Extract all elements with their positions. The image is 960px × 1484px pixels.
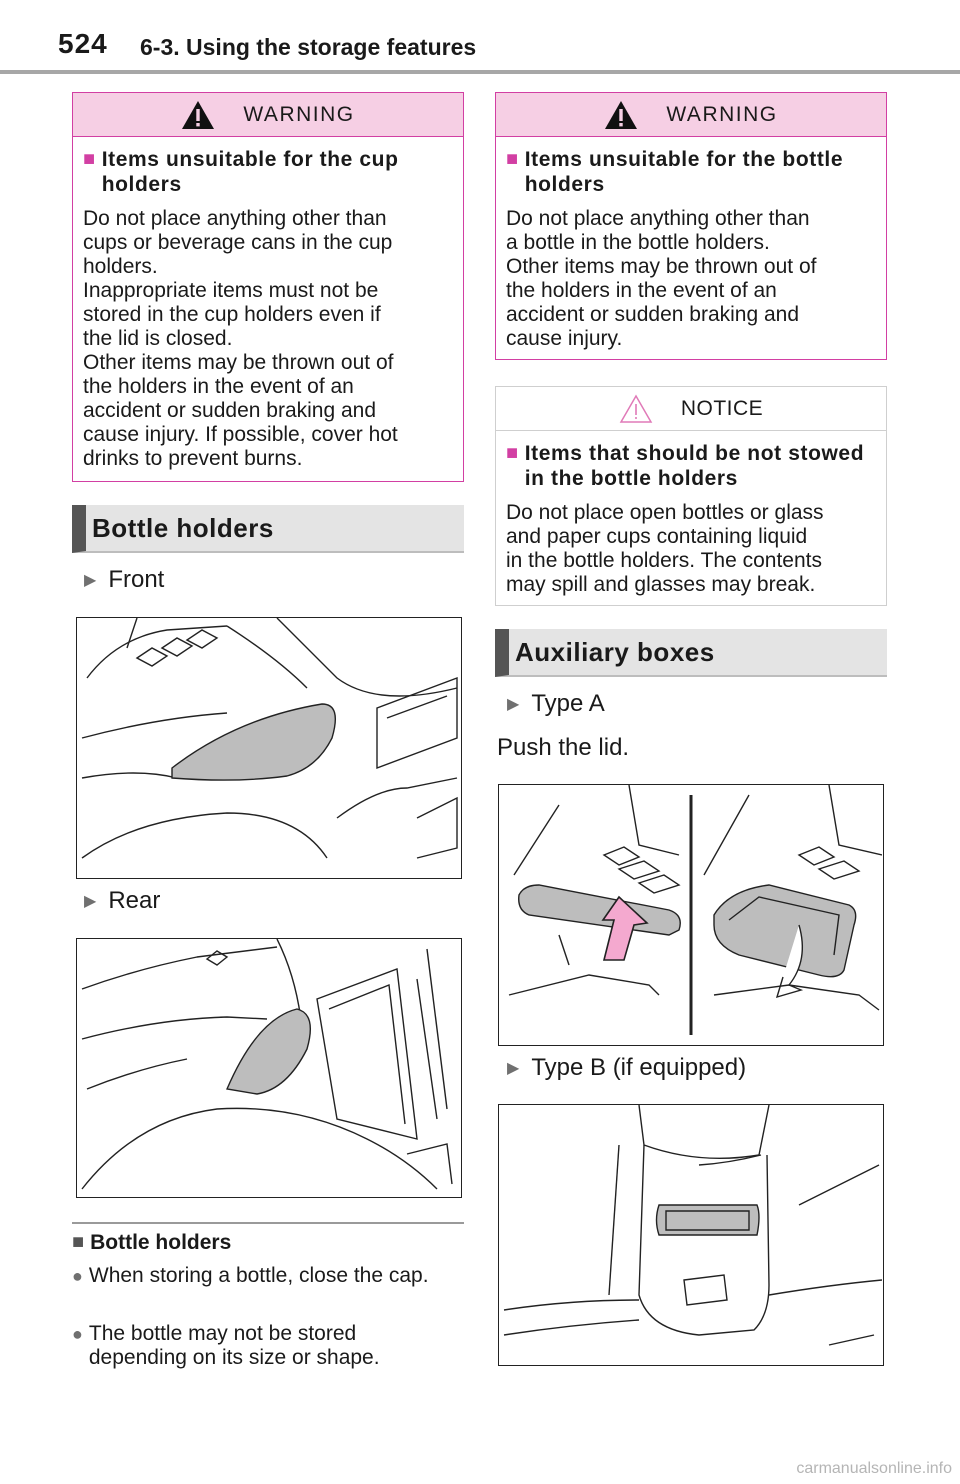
rear-caption <box>84 887 160 915</box>
warning-label: WARNING <box>243 102 355 126</box>
warning-subtitle: Items unsuitable for the bottle holders <box>524 148 844 196</box>
bottle-holder-warning-box <box>495 92 887 360</box>
warning-label: WARNING <box>666 102 778 126</box>
note-bullet-text: When storing a bottle, close the cap. <box>88 1264 429 1287</box>
notice-box <box>495 386 887 606</box>
type-a-caption <box>507 690 605 718</box>
note-bullet <box>72 1322 452 1370</box>
section-divider <box>72 1222 464 1224</box>
square-bullet-icon: ■ <box>83 148 96 170</box>
triangle-right-icon: ▶ <box>84 893 97 910</box>
rear-label: Rear <box>108 887 161 914</box>
bottle-holders-banner: Bottle holders <box>72 505 464 553</box>
notice-label: NOTICE <box>680 396 764 420</box>
notice-header <box>496 387 886 431</box>
square-bullet-icon: ■ <box>506 148 519 170</box>
notice-text: Do not place open bottles or glass and paper cups containing liquid in the bottle holders. The contents may spill and glasses may break. <box>506 501 824 596</box>
cup-holder-warning-box <box>72 92 464 482</box>
type-b-auxiliary-box-figure <box>498 1104 884 1366</box>
auxiliary-boxes-banner: Auxiliary boxes <box>495 629 887 677</box>
bottle-holders-note-title <box>72 1230 231 1255</box>
warning-triangle-icon <box>181 100 215 130</box>
type-b-label: Type B (if equipped) <box>531 1054 747 1081</box>
warning-text: Do not place anything other than cups or beverage cans in the cup holders. Inappropriate items must not be stored in the cup holders even if the lid is closed. Other items may be thrown out of the holders in the event of an accident or sudden braking and cause injury. If possible, cover hot drinks to prevent burns. <box>83 207 398 470</box>
notice-triangle-icon <box>619 394 653 424</box>
page-number: 524 <box>58 28 108 59</box>
warning-header <box>73 93 463 137</box>
page-header <box>0 0 960 78</box>
type-b-caption <box>507 1054 746 1082</box>
watermark: carmanualsonline.info <box>796 1460 952 1477</box>
push-lid-instruction: Push the lid. <box>497 734 630 761</box>
square-bullet-icon: ■ <box>506 442 519 464</box>
circle-bullet-icon: ● <box>72 1266 83 1286</box>
header-rule <box>0 70 960 74</box>
triangle-right-icon: ▶ <box>84 572 97 589</box>
warning-text: Do not place anything other than a bottle in the bottle holders. Other items may be thrown out of the holders in the event of an accident or sudden braking and cause injury. <box>506 207 817 350</box>
warning-triangle-icon <box>604 100 638 130</box>
type-a-auxiliary-box-figure <box>498 784 884 1046</box>
note-bullet-text: The bottle may not be stored depending on its size or shape. <box>88 1322 380 1369</box>
type-a-label: Type A <box>531 690 605 717</box>
front-label: Front <box>108 566 165 593</box>
front-caption <box>84 566 164 594</box>
square-bullet-icon: ■ <box>72 1231 85 1253</box>
circle-bullet-icon: ● <box>72 1324 83 1344</box>
warning-subtitle: Items unsuitable for the cup holders <box>101 148 399 196</box>
notice-subtitle: Items that should be not stowed in the bottle holders <box>524 442 865 490</box>
triangle-right-icon: ▶ <box>507 1060 520 1077</box>
note-bullet <box>72 1264 452 1288</box>
warning-header <box>496 93 886 137</box>
rear-bottle-holder-figure <box>76 938 462 1198</box>
section-title: 6-3. Using the storage features <box>140 34 477 60</box>
note-title: Bottle holders <box>90 1230 232 1254</box>
triangle-right-icon: ▶ <box>507 696 520 713</box>
front-bottle-holder-figure <box>76 617 462 879</box>
